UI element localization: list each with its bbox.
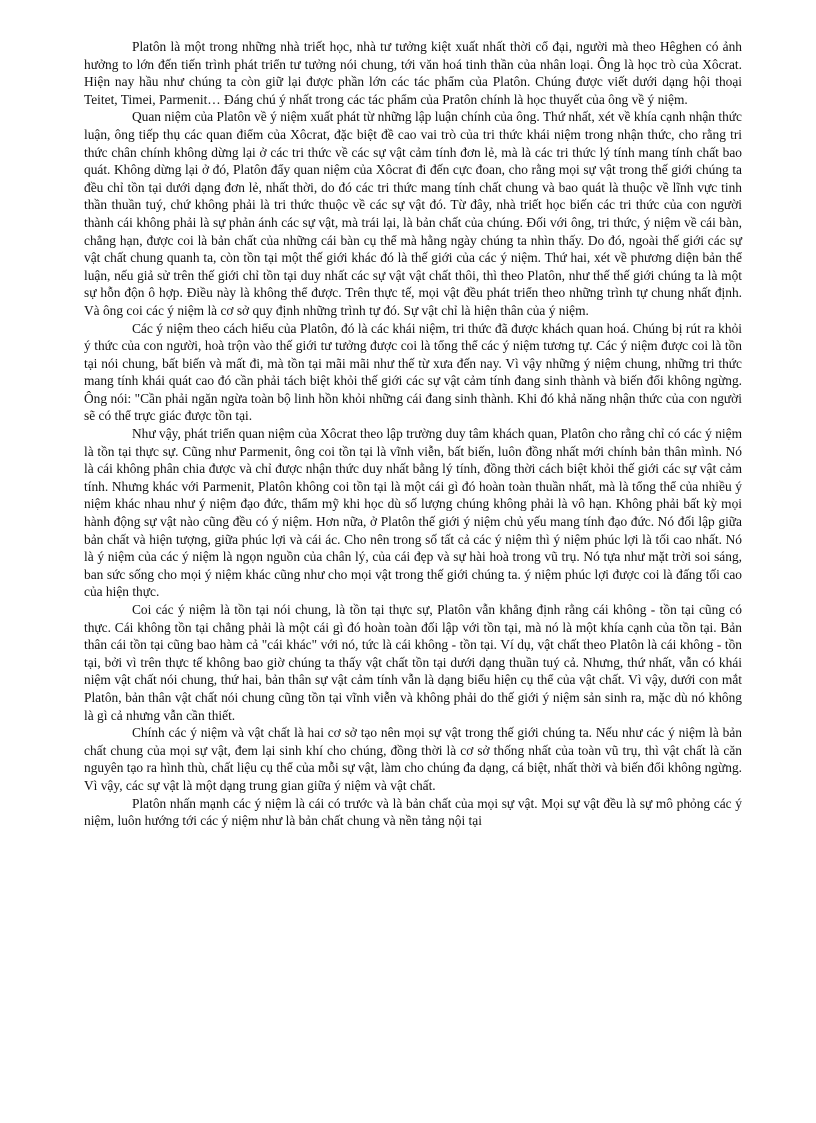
paragraph-6: Chính các ý niệm và vật chất là hai cơ sở tạo nên mọi sự vật trong thế giới chúng ta. Nếu như các ý niệm là bản chất chung của mọi sự vật, đem lại sinh khí cho chúng, đồng thời là cơ sở thống nhất của toàn vũ trụ, thì vật chất là căn nguyên tạo ra hình thù, chất liệu cụ thể của mỗi sự vật, làm cho chúng đa dạng, cá biệt, nhất thời và biến đổi không ngừng. Vì vậy, các sự vật là một dạng trung gian giữa ý niệm và vật chất. [84, 725, 742, 793]
paragraph-3: Các ý niệm theo cách hiểu của Platôn, đó là các khái niệm, tri thức đã được khách quan hoá. Chúng bị rút ra khỏi ý thức của con người, hoà trộn vào thế giới tư tưởng được coi là tổng thể các ý niệm tương tự. Các ý niệm được coi là tồn tại nói chung, bất biến và mất đi, mà tồn tại mãi mãi như thế từ xưa đến nay. Vì vậy những ý niệm chung, những tri thức mang tính khái quát cao đó cần phải tách biệt khỏi thế giới các sự vật cảm tính đang sinh thành và biến đổi không ngừng. Ông nói: "Cần phải ngăn ngừa toàn bộ linh hồn khỏi những cái đang sinh thành. Khi đó khả năng nhận thức của con người sẽ có thể trực giác được tồn tại. [84, 320, 742, 424]
paragraph-7: Platôn nhấn mạnh các ý niệm là cái có trước và là bản chất của mọi sự vật. Mọi sự vật đều là sự mô phỏng các ý niệm, luôn hướng tới các ý niệm như là bản chất chung và nền tảng nội tại [84, 795, 742, 829]
paragraph-1: Platôn là một trong những nhà triết học, nhà tư tưởng kiệt xuất nhất thời cổ đại, người mà theo Hêghen có ảnh hưởng to lớn đến tiến trình phát triển tư tưởng nói chung, tới văn hoá tinh thần của nhân loại. Ông là học trò của Xôcrat. Hiện nay hầu như chúng ta còn giữ lại được phần lớn các tác phẩm của Platôn. Chúng được viết dưới dạng hội thoại Teitet, Timei, Parmenit… Đáng chú ý nhất trong các tác phẩm của Pratôn chính là học thuyết của ông về ý niệm. [84, 39, 742, 107]
paragraph-5: Coi các ý niệm là tồn tại nói chung, là tồn tại thực sự, Platôn vẫn khẳng định rằng cái không - tồn tại cũng có thực. Cái không tồn tại chẳng phải là một cái gì đó hoàn toàn đối lập với tồn tại, mà nó là một khía cạnh của tồn tại. Bản thân cái tồn tại cũng bao hàm cả "cái khác" với nó, tức là cái không - tồn tại. Ví dụ, vật chất theo Platôn là cái không - tồn tại, bởi vì trên thực tế không bao giờ chúng ta thấy vật chất tồn tại dưới dạng thuần tuý cả. Nhưng, thứ nhất, vẫn có khái niệm vật chất nói chung, thứ hai, bản thân sự vật cảm tính vẫn là dạng biểu hiện cụ thể của vật chất. Vì vậy, dưới con mắt Platôn, bản thân vật chất nói chung cũng tồn tại vĩnh viễn và không phải do thế giới ý niệm sản sinh ra, mặc dù nó không là gì cả nhưng vẫn cần thiết. [84, 602, 742, 723]
paragraph-4: Như vậy, phát triển quan niệm của Xôcrat theo lập trường duy tâm khách quan, Platôn cho rằng chỉ có các ý niệm là tồn tại thực sự. Cũng như Parmenit, ông coi tồn tại là vĩnh viễn, bất biến, luôn đồng nhất mới chính bản thân mình. Nó là cái không phân chia được và chỉ được nhận thức duy nhất bằng lý tính, đồng thời cách biệt khỏi thế giới các sự vật cảm tính. Nhưng khác với Parmenit, Platôn không coi tồn tại là một cái gì đó hoàn toàn thuần nhất, mà là tổng thể của nhiều ý niệm khác nhau như ý niệm đạo đức, thẩm mỹ khi học dù số lượng chúng không phải là vô hạn. Không phải bất kỳ mọi hành động sự vật nào cũng đều có ý niệm. Hơn nữa, ở Platôn thế giới ý niệm chủ yếu mang tính đạo đức. Nó đối lập giữa bản chất và hiện tượng, giữa phúc lợi và cái ác. Cho nên trong số tất cả các ý niệm thì ý niệm phúc lợi là tối cao nhất. Nó là ý niệm của các ý niệm là ngọn nguồn của chân lý, của cái đẹp và sự hài hoà trong vũ trụ. Nó tựa như mặt trời soi sáng, ban sức sống cho mọi ý niệm khác cũng như cho mọi vật trong thế giới chúng ta. ý niệm phúc lợi được coi là đấng tối cao của hiện thực. [84, 426, 742, 600]
document-page [84, 38, 742, 830]
paragraph-2: Quan niệm của Platôn về ý niệm xuất phát từ những lập luận chính của ông. Thứ nhất, xét về khía cạnh nhận thức luận, ông tiếp thụ các quan điểm của Xôcrat, đặc biệt đề cao vai trò của tri thức khái niệm trong nhận thức, cho rằng tri thức chân chính không dừng lại ở các tri thức về các sự vật cảm tính đơn lẻ, mà là các tri thức lý tính mang tính chất bao quát. Không dừng lại ở đó, Platôn đẩy quan niệm của Xôcrat đi đến cực đoan, cho rằng mọi sự vật trong thế giới chúng ta đều chỉ tồn tại dưới dạng đơn lẻ, nhất thời, do đó các tri thức mang tính chất chung và bao quát là thuộc về lĩnh vực tinh thần thuần tuý, chứ không phải là tri thức thuộc về các sự vật đó. Từ đây, nhà triết học biến các tri thức của con người thành cái không phải là sự phản ánh các sự vật, mà trái lại, là bản chất của chúng. Đối với ông, tri thức, ý niệm về cái bàn, chẳng hạn, được coi là bản chất của những cái bàn cụ thể mà hằng ngày chúng ta nhìn thấy. Do đó, ngoài thế giới các sự vật chất chung quanh ta, còn tồn tại một thế giới khác đó là thế giới của các ý niệm. Thứ hai, xét về phương diện bản thể luận, nếu giả sử trên thế giới chỉ tồn tại duy nhất các sự vật vật chất thôi, thì theo Platôn, như thế thế giới chúng ta là một sự hỗn độn ô hợp. Điều này là không thể được. Trên thực tế, mọi vật đều phát triển theo những trình tự chung nhất định. Và ông coi các ý niệm là cơ sở quy định những trình tự đó. Sự vật chỉ là hiện thân của ý niệm. [84, 109, 742, 318]
